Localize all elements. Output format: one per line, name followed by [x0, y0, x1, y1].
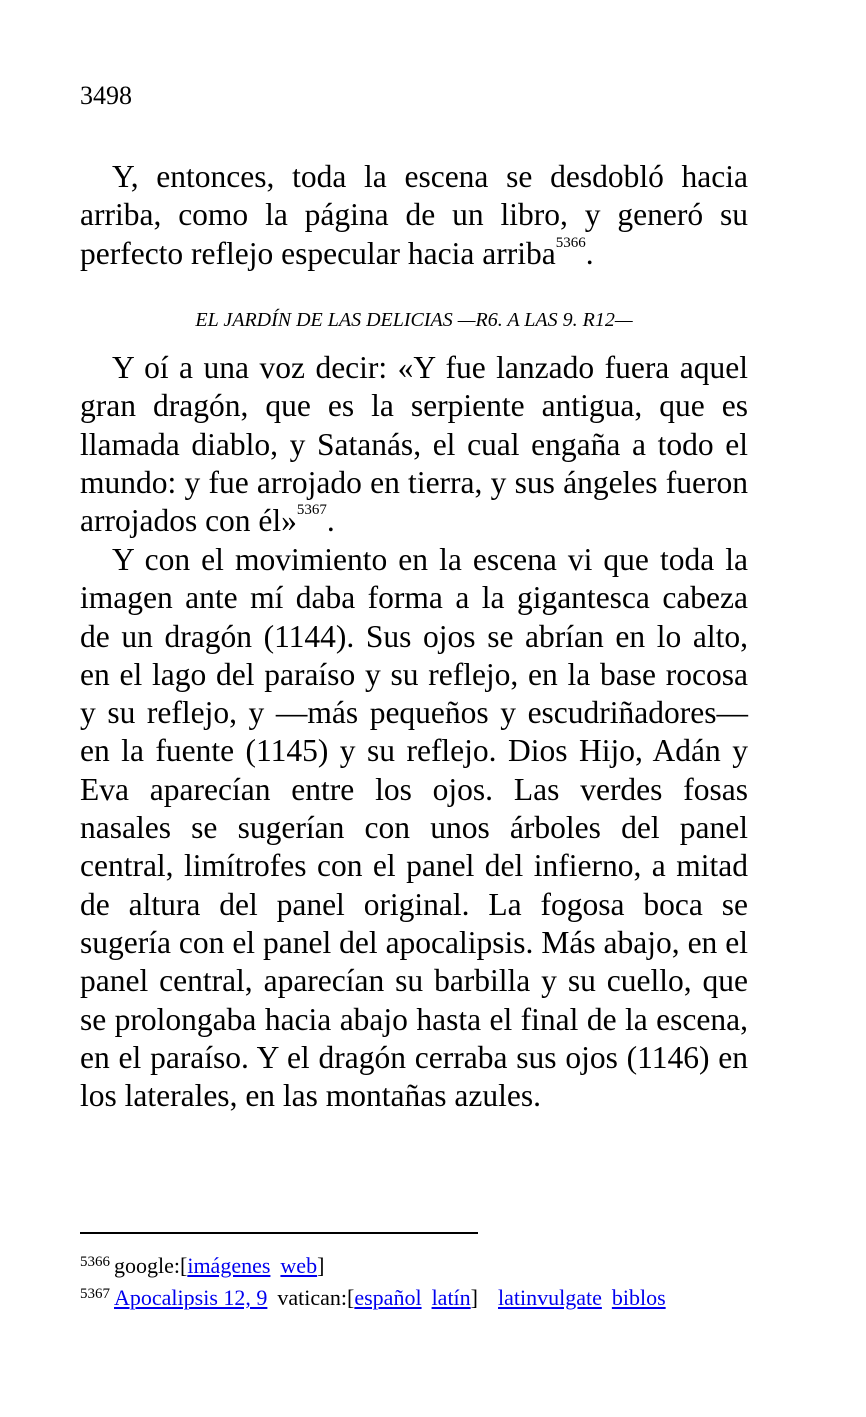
vatican-suffix: ] — [470, 1285, 478, 1310]
link-apocalipsis[interactable]: Apocalipsis 12, 9 — [114, 1285, 268, 1310]
section-heading: EL JARDÍN DE LAS DELICIAS —R6. A LAS 9. R12— — [195, 309, 633, 331]
link-biblos[interactable]: biblos — [611, 1285, 666, 1310]
paragraph-2-text: Y oí a una voz decir: «Y fue lanzado fuera aquel gran dragón, que es la serpiente antigua, que es llamada diablo, y Satanás, el cual engaña a todo el mundo: y fue arrojado en tierra, y sus ángeles fueron arrojados con él» — [80, 350, 748, 539]
link-latinvulgate[interactable]: latinvulgate — [498, 1285, 602, 1310]
page-number: 3498 — [80, 81, 132, 110]
footnote-5367 — [80, 1284, 748, 1312]
link-imagenes[interactable]: imágenes — [187, 1253, 271, 1278]
footnote-prefix: google:[ — [114, 1253, 188, 1278]
paragraph-1-end: . — [585, 235, 594, 271]
footnote-number: 5366 — [80, 1254, 110, 1270]
link-latin[interactable]: latín — [431, 1285, 471, 1310]
footnote-number: 5367 — [80, 1286, 110, 1302]
link-espanol[interactable]: español — [354, 1285, 422, 1310]
paragraph-2-end: . — [326, 503, 335, 539]
paragraph-1-text: Y, entonces, toda la escena se desdobló hacia arriba, como la página de un libro, y generó su perfecto reflejo especular hacia arriba — [80, 159, 748, 271]
link-web[interactable]: web — [280, 1253, 318, 1278]
paragraph-1 — [80, 158, 748, 273]
vatican-prefix: vatican:[ — [277, 1285, 355, 1310]
footnote-5366 — [80, 1252, 748, 1280]
footnote-ref-5367[interactable]: 5367 — [296, 502, 327, 519]
paragraph-2 — [80, 349, 748, 540]
paragraph-3: Y con el movimiento en la escena vi que toda la imagen ante mí daba forma a la gigantesca cabeza de un dragón (1144). Sus ojos se abrían en lo alto, en el lago del paraíso y su reflejo, en la base rocosa y su reflejo, y —más pequeños y escudriñadores— en la fuente (1145) y su reflejo. Dios Hijo, Adán y Eva aparecían entre los ojos. Las verdes fosas nasales se sugerían con unos árboles del panel central, limítrofes con el panel del infierno, a mitad de altura del panel original. La fogosa boca se sugería con el panel del apocalipsis. Más abajo, en el panel central, aparecían su barbilla y su cuello, que se prolongaba hacia abajo hasta el final de la escena, en el paraíso. Y el dragón cerraba sus ojos (1146) en los laterales, en las montañas azules. — [80, 542, 748, 1114]
footnote-divider — [80, 1232, 478, 1234]
footnote-suffix: ] — [317, 1253, 325, 1278]
footnote-ref-5366[interactable]: 5366 — [555, 234, 586, 251]
